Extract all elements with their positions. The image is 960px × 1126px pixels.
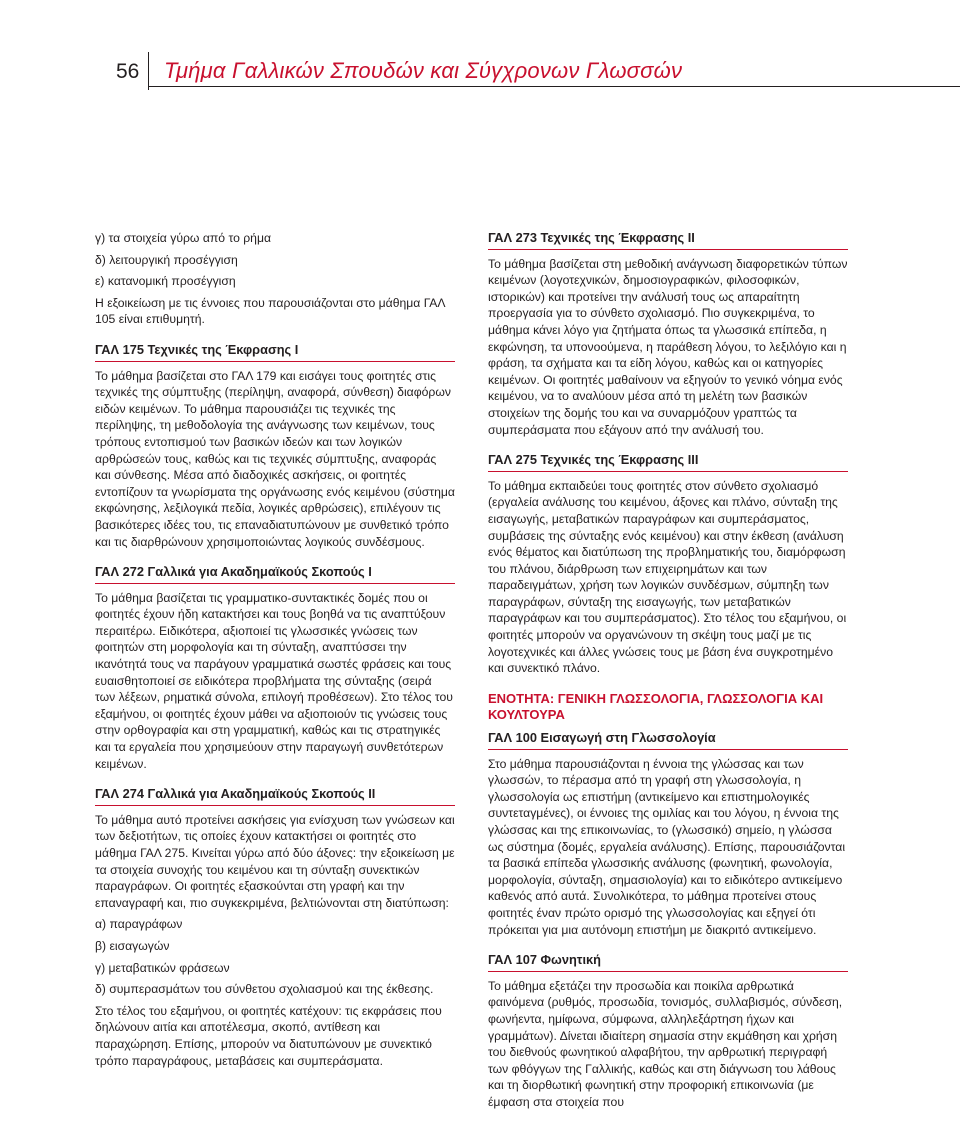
course-description: Στο μάθημα παρουσιάζονται η έννοια της γλώσσας και των γλωσσών, το πέρασμα από τη γραφή στη γλωσσολογία, η γλωσσολογία ως επιστήμη (αντικείμενο και επιστημολογικές συντεταγμένες), οι έννοιες της ομιλίας και του λόγου, η έννοια της γλώσσας και της επικοινωνίας, το (γλωσσικό) σημείο, η γλώσσα ως σύστημα (δομές, εργαλεία ανάλυσης). Επίσης, παρουσιάζονται τα βασικά επίπεδα γλωσσικής ανάλυσης (φωνητική, φωνολογία, μορφολογία, σύνταξη, σημασιολογία) και το ειδικότερο αντικείμενο καθενός από αυτά. Συνολικότερα, το μάθημα προτείνει στους φοιτητές έναν πρώτο ορισμό της γλωσσολογίας και εξηγεί ότι πρόκειται για μια αυτόνομη επιστήμη με διακριτό αντικείμενο. [488, 756, 846, 937]
intro-line: δ) λειτουργική προσέγγιση [95, 252, 238, 267]
header-underline [148, 86, 960, 87]
page-number: 56 [116, 60, 140, 83]
course-description: Το μάθημα αυτό προτείνει ασκήσεις για ενίσχυση των γνώσεων και των δεξιοτήτων, τις οποίες έχουν κατακτήσει οι φοιτητές στο μάθημα ΓΑΛ 275. Κινείται γύρω από δύο άξονες: την εξοικείωση με τα στοιχεία συνοχής του κειμένου και τη σύνταξη συνεκτικών παραγράφων. Οι φοιτητές εξασκούνται στη γραφή και την επαναγραφή και, πιο συγκεκριμένα, βελτιώνονται στη διατύπωση: [95, 812, 455, 910]
course-description: Το μάθημα εκπαιδεύει τους φοιτητές στον σύνθετο σχολιασμό (εργαλεία ανάλυσης του κειμένου, άξονες και πλάνο, σύνταξη της εισαγωγής, μεταβατικών παραγράφων και συμπεράσματος, συμβάσεις της σύνταξης ενός κειμένου) και στην έκθεση (ανάλυση ενός θέματος και διατύπωση της προβληματικής του, διαμόρφωση του πλάνου, διάρθρωση των επιχειρημάτων και των παραδειγμάτων, χρήση των λογικών συνδέσμων, σύμπηξη των παραγράφων, σύνταξη της εισαγωγής, των μεταβατικών παραγράφων και του συμπεράσματος). Στο τέλος του εξαμήνου, οι φοιτητές μπορούν να οργανώνουν τη σκέψη τους μαζί με τις λογοτεχνικές και άλλες γνώσεις τους με βάση ένα συγκροτημένο και συνεκτικό πλάνο. [488, 478, 847, 676]
header-vertical-rule [148, 52, 149, 90]
list-item: α) παραγράφων [95, 917, 183, 932]
course-description: Το μάθημα βασίζεται στο ΓΑΛ 179 και εισάγει τους φοιτητές στις τεχνικές της σύμπτυξης (περίληψη, αναφορά, σύνθεση) διαφόρων ειδών κειμένων. Το μάθημα παρουσιάζει τις τεχνικές της περίληψης, τη μεθοδολογία της ανάγνωσης των κειμένων, τους τρόπους εντοπισμού των βασικών ιδεών και των λογικών αρθρώσεών τους, καθώς και τις τεχνικές σύμπτυξης, αναφοράς και σύνθεσης. Μέσα από διαδοχικές ασκήσεις, οι φοιτητές εντοπίζουν τα γνωρίσματα της οργάνωσης ενός κειμένου (σύστημα εκφώνησης, λεξιλογικά πεδία, λογικές αρθρώσεις), επιλέγουν τις βασικότερες ιδέες του, τις επαναδιατυπώνουν με συνθετικό τρόπο και τις διαρθρώνουν χρησιμοποιώντας λογικούς συνδέσμους. [95, 368, 455, 549]
course-closing: Στο τέλος του εξαμήνου, οι φοιτητές κατέχουν: τις εκφράσεις που δηλώνουν αιτία και αποτέλεσμα, σκοπό, αντίθεση και παραχώρηση. Επίσης, μπορούν να διατυπώνουν με συνεκτικό τρόπο παραγράφους, μεταβάσεις και συμπεράσματα. [95, 1003, 442, 1068]
section-heading: ΕΝΟΤΗΤΑ: ΓΕΝΙΚΗ ΓΛΩΣΣΟΛΟΓΙΑ, ΓΛΩΣΣΟΛΟΓΙΑ ΚΑΙ ΚΟΥΛΤΟΥΡΑ [488, 690, 824, 723]
course-heading: ΓΑΛ 100 Εισαγωγή στη Γλωσσολογία [488, 730, 848, 750]
course-description: Το μάθημα βασίζεται στη μεθοδική ανάγνωση διαφορετικών τύπων κειμένων (λογοτεχνικών, δημοσιογραφικών, φιλοσοφικών, ιστορικών) και προτείνει την ανάλυσή τους ως απαραίτητη προεργασία για το σύνθετο σχολιασμό. Πιο συγκεκριμένα, το μάθημα κάνει λόγο για ζητήματα όπως τα γλωσσικά επίπεδα, η εκφώνηση, τα υπονοούμενα, η παράθεση λόγου, το λεξιλόγιο και η φράση, τα σχήματα και τα είδη λόγου, καθώς και οι κατηγορίες κειμένων. Οι φοιτητές μαθαίνουν να εξηγούν το γενικό νόημα ενός κειμένου, να το αναλύουν μέσα από τη μελέτη των βασικών στοιχείων της δομής του και να συναρμόζουν γραπτώς τα συμπεράσματα που εξάγουν από την ανάλυσή του. [488, 256, 848, 437]
course-gal272 [95, 564, 455, 772]
course-description: Το μάθημα βασίζεται τις γραμματικο-συντακτικές δομές που οι φοιτητές έχουν ήδη κατακτήσει και τους βοηθά να τις αναπτύξουν περαιτέρω. Ειδικότερα, αξιοποιεί τις γλωσσικές γνώσεις των φοιτητών στη μορφολογία και τη σύνταξη, αναπτύσσει την ικανότητά τους να παράγουν γραμματικά σωστές φράσεις και τους ευαισθητοποιεί σε ειδικότερα προβλήματα της σύνταξης (σειρά των λέξεων, ρηματικά σύνολα, επιλογή προθέσεων). Στο τέλος του εξαμήνου, οι φοιτητές έχουν μάθει να αξιοποιούν τις γνώσεις τους στην ορθογραφία και στη γραμματική, καθώς και τις στρατηγικές και τα εργαλεία που χρησιμεύουν στην παραγωγή συνθετότερων κειμένων. [95, 590, 453, 771]
course-gal275 [488, 452, 848, 677]
course-gal100 [488, 730, 848, 938]
course-gal274 [95, 786, 455, 1069]
course-gal273 [488, 230, 848, 438]
left-column [95, 230, 455, 1083]
course-heading: ΓΑΛ 273 Τεχνικές της Έκφρασης ΙΙ [488, 230, 848, 250]
course-gal107 [488, 952, 848, 1110]
intro-line: ε) κατανομική προσέγγιση [95, 274, 236, 289]
list-item: δ) συμπερασμάτων του σύνθετου σχολιασμού και της έκθεσης. [95, 982, 434, 997]
intro-block [95, 230, 455, 328]
page-title: Τμήμα Γαλλικών Σπουδών και Σύγχρονων Γλωσσών [164, 58, 683, 83]
course-heading: ΓΑΛ 272 Γαλλικά για Ακαδημαϊκούς Σκοπούς Ι [95, 564, 455, 584]
course-heading: ΓΑΛ 275 Τεχνικές της Έκφρασης ΙΙΙ [488, 452, 848, 472]
page-header [0, 0, 960, 110]
course-description: Το μάθημα εξετάζει την προσωδία και ποικίλα αρθρωτικά φαινόμενα (ρυθμός, προσωδία, τονισμός, συλλαβισμός, σύνδεση, φωνήεντα, ημίφωνα, σύμφωνα, αλληλεξάρτηση ήχων και γραμμάτων). Δίνεται ιδιαίτερη σημασία στην εκμάθηση και χρήση του διεθνούς φωνητικού αλφαβήτου, την αρθρωτική περιγραφή των φθόγγων της Γαλλικής, καθώς και στη διάγνωση του λάθους και τη διορθωτική φωνητική στην προφορική επικοινωνία (με έμφαση στα στοιχεία που [488, 978, 843, 1109]
course-gal175 [95, 342, 455, 550]
course-heading: ΓΑΛ 274 Γαλλικά για Ακαδημαϊκούς Σκοπούς ΙΙ [95, 786, 455, 806]
course-heading: ΓΑΛ 175 Τεχνικές της Έκφρασης Ι [95, 342, 455, 362]
intro-line: Η εξοικείωση με τις έννοιες που παρουσιάζονται στο μάθημα ΓΑΛ 105 είναι επιθυμητή. [95, 295, 445, 327]
intro-line: γ) τα στοιχεία γύρω από το ρήμα [95, 231, 272, 245]
right-column [488, 230, 848, 1125]
list-item: γ) μεταβατικών φράσεων [95, 960, 230, 975]
course-heading: ΓΑΛ 107 Φωνητική [488, 952, 848, 972]
list-item: β) εισαγωγών [95, 938, 170, 953]
